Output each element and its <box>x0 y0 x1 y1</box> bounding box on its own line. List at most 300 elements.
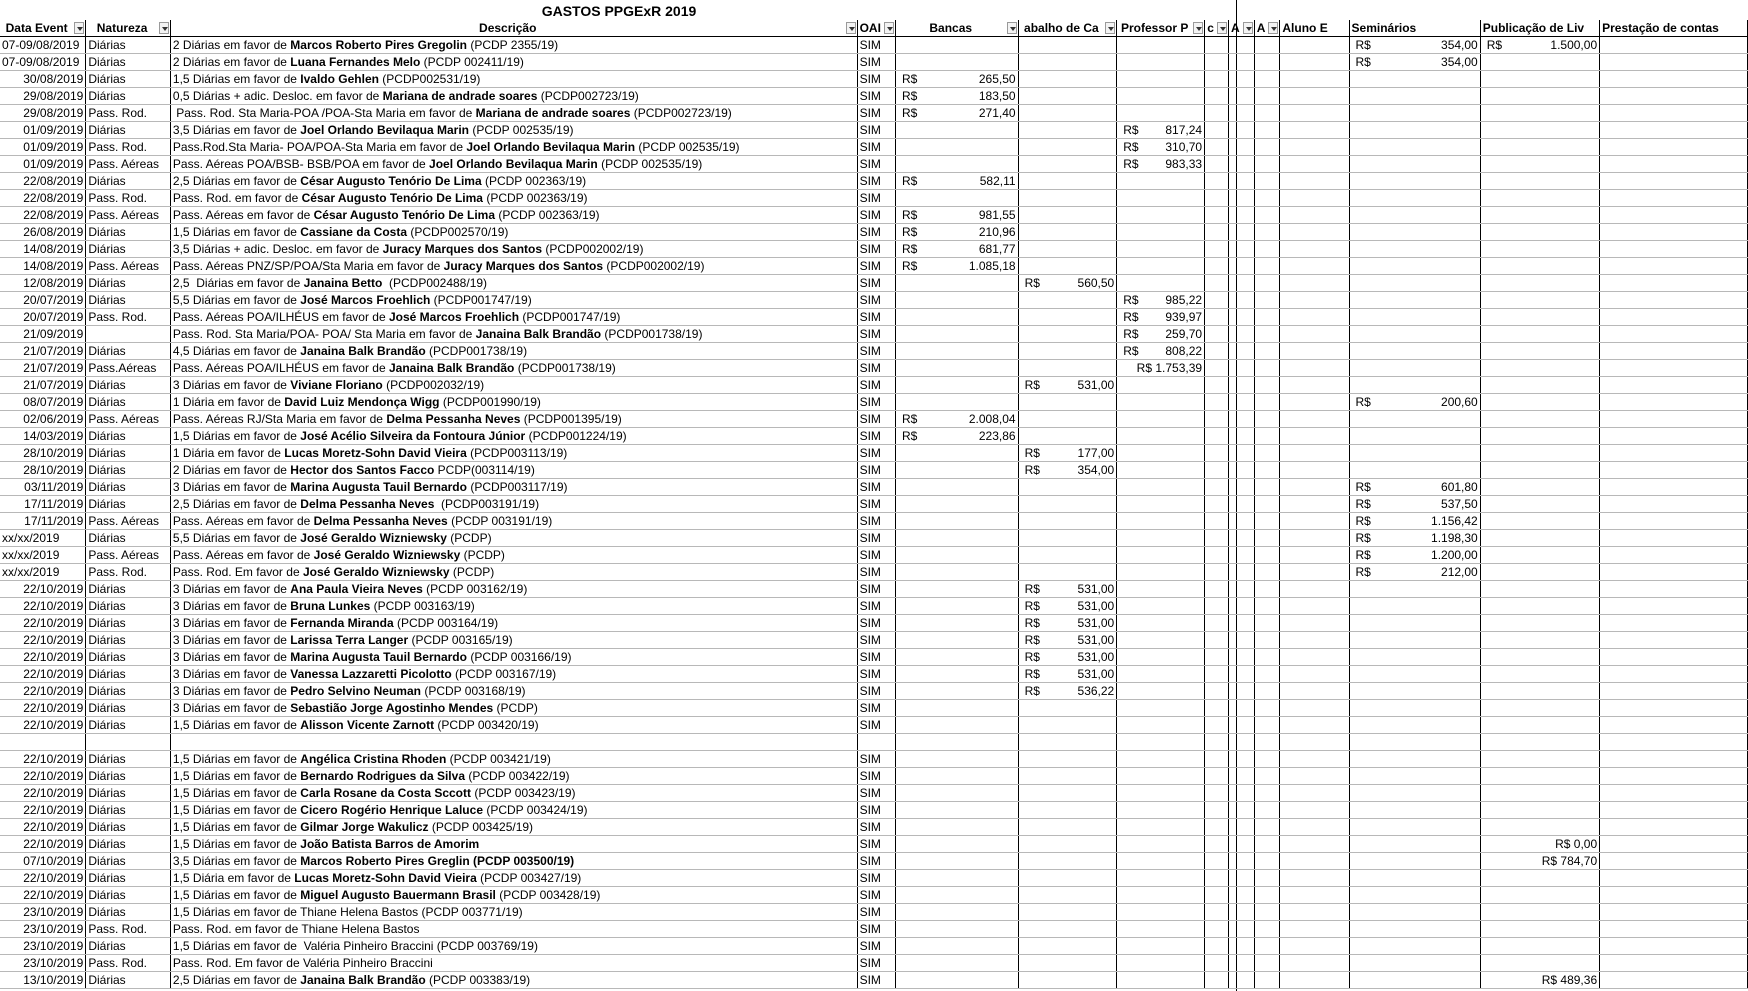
bancas-cell[interactable] <box>895 139 1018 156</box>
a-cell[interactable] <box>1229 207 1255 224</box>
aluno-cell[interactable] <box>1280 37 1349 54</box>
aluno-cell[interactable] <box>1280 241 1349 258</box>
descricao-cell[interactable] <box>170 190 857 207</box>
a-cell[interactable] <box>1229 37 1255 54</box>
a-cell[interactable] <box>1229 836 1255 853</box>
publicacao-cell[interactable] <box>1480 139 1599 156</box>
prestacao-cell[interactable] <box>1600 530 1748 547</box>
prestacao-cell[interactable] <box>1600 955 1748 972</box>
date-cell[interactable]: 22/10/2019 <box>0 581 86 598</box>
natureza-cell[interactable]: Diárias <box>86 887 171 904</box>
professor-cell[interactable] <box>1117 547 1205 564</box>
prestacao-cell[interactable] <box>1600 683 1748 700</box>
publicacao-cell[interactable] <box>1480 598 1599 615</box>
bancas-cell[interactable] <box>895 785 1018 802</box>
professor-cell[interactable] <box>1117 581 1205 598</box>
descricao-cell[interactable] <box>170 598 857 615</box>
bancas-cell[interactable] <box>895 54 1018 71</box>
date-cell[interactable]: 22/10/2019 <box>0 615 86 632</box>
natureza-cell[interactable]: Diárias <box>86 122 171 139</box>
natureza-cell[interactable]: Pass. Rod. <box>86 190 171 207</box>
professor-cell[interactable] <box>1117 258 1205 275</box>
publicacao-cell[interactable] <box>1480 887 1599 904</box>
trabalho-cell[interactable] <box>1018 598 1117 615</box>
descricao-cell[interactable] <box>170 853 857 870</box>
prestacao-cell[interactable] <box>1600 224 1748 241</box>
descricao-cell[interactable] <box>170 105 857 122</box>
a2-cell[interactable] <box>1254 156 1280 173</box>
c-cell[interactable] <box>1205 224 1229 241</box>
bancas-cell[interactable] <box>895 445 1018 462</box>
oai-cell[interactable]: SIM <box>857 173 895 190</box>
c-cell[interactable] <box>1205 105 1229 122</box>
trabalho-cell[interactable] <box>1018 717 1117 734</box>
prestacao-cell[interactable] <box>1600 190 1748 207</box>
natureza-cell[interactable]: Diárias <box>86 751 171 768</box>
natureza-cell[interactable]: Diárias <box>86 819 171 836</box>
date-cell[interactable]: 08/07/2019 <box>0 394 86 411</box>
a-cell[interactable] <box>1229 530 1255 547</box>
a2-cell[interactable] <box>1254 241 1280 258</box>
c-cell[interactable] <box>1205 802 1229 819</box>
a2-cell[interactable] <box>1254 581 1280 598</box>
prestacao-cell[interactable] <box>1600 836 1748 853</box>
trabalho-cell[interactable] <box>1018 802 1117 819</box>
a-cell[interactable] <box>1229 428 1255 445</box>
professor-cell[interactable] <box>1117 938 1205 955</box>
date-cell[interactable]: 07-09/08/2019 <box>0 54 86 71</box>
professor-cell[interactable] <box>1117 683 1205 700</box>
natureza-cell[interactable]: Diárias <box>86 802 171 819</box>
prestacao-cell[interactable] <box>1600 173 1748 190</box>
c-cell[interactable] <box>1205 819 1229 836</box>
natureza-cell[interactable]: Diárias <box>86 785 171 802</box>
a2-cell[interactable] <box>1254 564 1280 581</box>
column-header[interactable] <box>1600 20 1748 37</box>
c-cell[interactable] <box>1205 241 1229 258</box>
professor-cell[interactable] <box>1117 411 1205 428</box>
oai-cell[interactable]: SIM <box>857 717 895 734</box>
aluno-cell[interactable] <box>1280 751 1349 768</box>
a2-cell[interactable] <box>1254 819 1280 836</box>
bancas-cell[interactable] <box>895 190 1018 207</box>
seminarios-cell[interactable] <box>1349 615 1480 632</box>
trabalho-cell[interactable] <box>1018 887 1117 904</box>
prestacao-cell[interactable] <box>1600 462 1748 479</box>
descricao-cell[interactable] <box>170 615 857 632</box>
aluno-cell[interactable] <box>1280 683 1349 700</box>
publicacao-cell[interactable] <box>1480 496 1599 513</box>
descricao-cell[interactable] <box>170 632 857 649</box>
trabalho-cell[interactable] <box>1018 479 1117 496</box>
natureza-cell[interactable]: Diárias <box>86 666 171 683</box>
prestacao-cell[interactable] <box>1600 139 1748 156</box>
prestacao-cell[interactable] <box>1600 700 1748 717</box>
date-cell[interactable]: 22/10/2019 <box>0 802 86 819</box>
seminarios-cell[interactable] <box>1349 258 1480 275</box>
date-cell[interactable]: 28/10/2019 <box>0 462 86 479</box>
oai-cell[interactable]: SIM <box>857 411 895 428</box>
publicacao-cell[interactable] <box>1480 530 1599 547</box>
bancas-cell[interactable] <box>895 547 1018 564</box>
a-cell[interactable] <box>1229 632 1255 649</box>
descricao-cell[interactable] <box>170 870 857 887</box>
natureza-cell[interactable]: Diárias <box>86 649 171 666</box>
bancas-cell[interactable] <box>895 904 1018 921</box>
aluno-cell[interactable] <box>1280 445 1349 462</box>
publicacao-cell[interactable] <box>1480 802 1599 819</box>
trabalho-cell[interactable] <box>1018 360 1117 377</box>
professor-cell[interactable] <box>1117 37 1205 54</box>
a-cell[interactable] <box>1229 785 1255 802</box>
oai-cell[interactable]: SIM <box>857 360 895 377</box>
seminarios-cell[interactable] <box>1349 530 1480 547</box>
prestacao-cell[interactable] <box>1600 292 1748 309</box>
prestacao-cell[interactable] <box>1600 751 1748 768</box>
c-cell[interactable] <box>1205 649 1229 666</box>
c-cell[interactable] <box>1205 938 1229 955</box>
professor-cell[interactable] <box>1117 836 1205 853</box>
bancas-cell[interactable] <box>895 564 1018 581</box>
c-cell[interactable] <box>1205 530 1229 547</box>
seminarios-cell[interactable] <box>1349 853 1480 870</box>
date-cell[interactable]: 22/10/2019 <box>0 683 86 700</box>
descricao-cell[interactable] <box>170 207 857 224</box>
natureza-cell[interactable] <box>86 326 171 343</box>
descricao-cell[interactable] <box>170 88 857 105</box>
a-cell[interactable] <box>1229 326 1255 343</box>
oai-cell[interactable]: SIM <box>857 71 895 88</box>
oai-cell[interactable]: SIM <box>857 122 895 139</box>
date-cell[interactable]: 30/08/2019 <box>0 71 86 88</box>
descricao-cell[interactable] <box>170 751 857 768</box>
a-cell[interactable] <box>1229 462 1255 479</box>
column-header[interactable] <box>857 20 895 37</box>
date-cell[interactable]: 01/09/2019 <box>0 122 86 139</box>
c-cell[interactable] <box>1205 309 1229 326</box>
bancas-cell[interactable] <box>895 224 1018 241</box>
a-cell[interactable] <box>1229 258 1255 275</box>
prestacao-cell[interactable] <box>1600 394 1748 411</box>
seminarios-cell[interactable] <box>1349 71 1480 88</box>
professor-cell[interactable] <box>1117 751 1205 768</box>
publicacao-cell[interactable] <box>1480 309 1599 326</box>
publicacao-cell[interactable] <box>1480 921 1599 938</box>
bancas-cell[interactable] <box>895 496 1018 513</box>
a-cell[interactable] <box>1229 921 1255 938</box>
a2-cell[interactable] <box>1254 496 1280 513</box>
date-cell[interactable]: 23/10/2019 <box>0 921 86 938</box>
oai-cell[interactable]: SIM <box>857 683 895 700</box>
aluno-cell[interactable] <box>1280 615 1349 632</box>
oai-cell[interactable]: SIM <box>857 54 895 71</box>
a2-cell[interactable] <box>1254 547 1280 564</box>
prestacao-cell[interactable] <box>1600 547 1748 564</box>
descricao-cell[interactable] <box>170 564 857 581</box>
aluno-cell[interactable] <box>1280 700 1349 717</box>
c-cell[interactable] <box>1205 853 1229 870</box>
seminarios-cell[interactable] <box>1349 156 1480 173</box>
aluno-cell[interactable] <box>1280 717 1349 734</box>
professor-cell[interactable] <box>1117 54 1205 71</box>
publicacao-cell[interactable] <box>1480 292 1599 309</box>
descricao-cell[interactable] <box>170 904 857 921</box>
a2-cell[interactable] <box>1254 921 1280 938</box>
aluno-cell[interactable] <box>1280 173 1349 190</box>
professor-cell[interactable] <box>1117 887 1205 904</box>
seminarios-cell[interactable] <box>1349 700 1480 717</box>
oai-cell[interactable]: SIM <box>857 530 895 547</box>
a2-cell[interactable] <box>1254 649 1280 666</box>
natureza-cell[interactable]: Diárias <box>86 717 171 734</box>
descricao-cell[interactable] <box>170 513 857 530</box>
a-cell[interactable] <box>1229 955 1255 972</box>
bancas-cell[interactable] <box>895 632 1018 649</box>
trabalho-cell[interactable] <box>1018 462 1117 479</box>
trabalho-cell[interactable] <box>1018 530 1117 547</box>
bancas-cell[interactable] <box>895 122 1018 139</box>
aluno-cell[interactable] <box>1280 887 1349 904</box>
descricao-cell[interactable] <box>170 54 857 71</box>
a2-cell[interactable] <box>1254 326 1280 343</box>
oai-cell[interactable]: SIM <box>857 326 895 343</box>
publicacao-cell[interactable] <box>1480 785 1599 802</box>
c-cell[interactable] <box>1205 666 1229 683</box>
publicacao-cell[interactable] <box>1480 683 1599 700</box>
natureza-cell[interactable]: Diárias <box>86 836 171 853</box>
a2-cell[interactable] <box>1254 785 1280 802</box>
trabalho-cell[interactable] <box>1018 904 1117 921</box>
prestacao-cell[interactable] <box>1600 904 1748 921</box>
c-cell[interactable] <box>1205 615 1229 632</box>
prestacao-cell[interactable] <box>1600 972 1748 989</box>
a-cell[interactable] <box>1229 105 1255 122</box>
prestacao-cell[interactable] <box>1600 360 1748 377</box>
a-cell[interactable] <box>1229 717 1255 734</box>
seminarios-cell[interactable] <box>1349 870 1480 887</box>
column-header[interactable] <box>86 20 171 37</box>
seminarios-cell[interactable] <box>1349 411 1480 428</box>
a2-cell[interactable] <box>1254 54 1280 71</box>
date-cell[interactable]: 22/08/2019 <box>0 173 86 190</box>
aluno-cell[interactable] <box>1280 632 1349 649</box>
oai-cell[interactable]: SIM <box>857 938 895 955</box>
aluno-cell[interactable] <box>1280 785 1349 802</box>
descricao-cell[interactable] <box>170 802 857 819</box>
trabalho-cell[interactable] <box>1018 428 1117 445</box>
professor-cell[interactable] <box>1117 598 1205 615</box>
descricao-cell[interactable] <box>170 972 857 989</box>
date-cell[interactable]: 22/10/2019 <box>0 819 86 836</box>
bancas-cell[interactable] <box>895 207 1018 224</box>
aluno-cell[interactable] <box>1280 292 1349 309</box>
date-cell[interactable]: 13/10/2019 <box>0 972 86 989</box>
descricao-cell[interactable] <box>170 887 857 904</box>
descricao-cell[interactable] <box>170 411 857 428</box>
seminarios-cell[interactable] <box>1349 836 1480 853</box>
professor-cell[interactable] <box>1117 292 1205 309</box>
a2-cell[interactable] <box>1254 717 1280 734</box>
descricao-cell[interactable] <box>170 224 857 241</box>
professor-cell[interactable] <box>1117 853 1205 870</box>
natureza-cell[interactable]: Diárias <box>86 445 171 462</box>
oai-cell[interactable]: SIM <box>857 462 895 479</box>
descricao-cell[interactable] <box>170 683 857 700</box>
publicacao-cell[interactable] <box>1480 207 1599 224</box>
trabalho-cell[interactable] <box>1018 258 1117 275</box>
prestacao-cell[interactable] <box>1600 785 1748 802</box>
publicacao-cell[interactable] <box>1480 700 1599 717</box>
trabalho-cell[interactable] <box>1018 275 1117 292</box>
descricao-cell[interactable] <box>170 292 857 309</box>
aluno-cell[interactable] <box>1280 666 1349 683</box>
a2-cell[interactable] <box>1254 360 1280 377</box>
bancas-cell[interactable] <box>895 411 1018 428</box>
c-cell[interactable] <box>1205 88 1229 105</box>
descricao-cell[interactable] <box>170 819 857 836</box>
prestacao-cell[interactable] <box>1600 377 1748 394</box>
date-cell[interactable]: 23/10/2019 <box>0 904 86 921</box>
c-cell[interactable] <box>1205 972 1229 989</box>
trabalho-cell[interactable] <box>1018 819 1117 836</box>
trabalho-cell[interactable] <box>1018 190 1117 207</box>
c-cell[interactable] <box>1205 394 1229 411</box>
seminarios-cell[interactable] <box>1349 496 1480 513</box>
prestacao-cell[interactable] <box>1600 207 1748 224</box>
a-cell[interactable] <box>1229 683 1255 700</box>
date-cell[interactable]: 21/09/2019 <box>0 326 86 343</box>
seminarios-cell[interactable] <box>1349 37 1480 54</box>
natureza-cell[interactable]: Diárias <box>86 37 171 54</box>
bancas-cell[interactable] <box>895 479 1018 496</box>
a-cell[interactable] <box>1229 734 1255 751</box>
a2-cell[interactable] <box>1254 938 1280 955</box>
oai-cell[interactable]: SIM <box>857 547 895 564</box>
aluno-cell[interactable] <box>1280 156 1349 173</box>
trabalho-cell[interactable] <box>1018 411 1117 428</box>
date-cell[interactable]: 22/10/2019 <box>0 598 86 615</box>
prestacao-cell[interactable] <box>1600 241 1748 258</box>
trabalho-cell[interactable] <box>1018 343 1117 360</box>
publicacao-cell[interactable] <box>1480 564 1599 581</box>
trabalho-cell[interactable] <box>1018 156 1117 173</box>
bancas-cell[interactable] <box>895 88 1018 105</box>
prestacao-cell[interactable] <box>1600 649 1748 666</box>
prestacao-cell[interactable] <box>1600 666 1748 683</box>
seminarios-cell[interactable] <box>1349 649 1480 666</box>
c-cell[interactable] <box>1205 343 1229 360</box>
date-cell[interactable]: 20/07/2019 <box>0 309 86 326</box>
seminarios-cell[interactable] <box>1349 54 1480 71</box>
trabalho-cell[interactable] <box>1018 377 1117 394</box>
publicacao-cell[interactable] <box>1480 547 1599 564</box>
column-header[interactable] <box>1280 20 1349 37</box>
seminarios-cell[interactable] <box>1349 275 1480 292</box>
oai-cell[interactable]: SIM <box>857 156 895 173</box>
oai-cell[interactable]: SIM <box>857 751 895 768</box>
publicacao-cell[interactable] <box>1480 54 1599 71</box>
date-cell[interactable]: 22/10/2019 <box>0 700 86 717</box>
publicacao-cell[interactable] <box>1480 394 1599 411</box>
c-cell[interactable] <box>1205 870 1229 887</box>
professor-cell[interactable] <box>1117 377 1205 394</box>
bancas-cell[interactable] <box>895 768 1018 785</box>
aluno-cell[interactable] <box>1280 496 1349 513</box>
oai-cell[interactable]: SIM <box>857 666 895 683</box>
bancas-cell[interactable] <box>895 105 1018 122</box>
descricao-cell[interactable] <box>170 241 857 258</box>
professor-cell[interactable] <box>1117 700 1205 717</box>
publicacao-cell[interactable] <box>1480 258 1599 275</box>
publicacao-cell[interactable] <box>1480 615 1599 632</box>
descricao-cell[interactable] <box>170 445 857 462</box>
aluno-cell[interactable] <box>1280 768 1349 785</box>
trabalho-cell[interactable] <box>1018 326 1117 343</box>
natureza-cell[interactable]: Pass. Aéreas <box>86 207 171 224</box>
c-cell[interactable] <box>1205 683 1229 700</box>
trabalho-cell[interactable] <box>1018 683 1117 700</box>
natureza-cell[interactable]: Diárias <box>86 71 171 88</box>
descricao-cell[interactable] <box>170 71 857 88</box>
seminarios-cell[interactable] <box>1349 581 1480 598</box>
bancas-cell[interactable] <box>895 394 1018 411</box>
a-cell[interactable] <box>1229 224 1255 241</box>
descricao-cell[interactable] <box>170 496 857 513</box>
date-cell[interactable]: 14/08/2019 <box>0 241 86 258</box>
prestacao-cell[interactable] <box>1600 326 1748 343</box>
natureza-cell[interactable]: Pass. Rod. <box>86 564 171 581</box>
date-cell[interactable]: 03/11/2019 <box>0 479 86 496</box>
a2-cell[interactable] <box>1254 428 1280 445</box>
prestacao-cell[interactable] <box>1600 88 1748 105</box>
prestacao-cell[interactable] <box>1600 105 1748 122</box>
prestacao-cell[interactable] <box>1600 496 1748 513</box>
c-cell[interactable] <box>1205 496 1229 513</box>
a-cell[interactable] <box>1229 649 1255 666</box>
trabalho-cell[interactable] <box>1018 547 1117 564</box>
descricao-cell[interactable] <box>170 581 857 598</box>
professor-cell[interactable] <box>1117 156 1205 173</box>
aluno-cell[interactable] <box>1280 581 1349 598</box>
seminarios-cell[interactable] <box>1349 309 1480 326</box>
descricao-cell[interactable] <box>170 309 857 326</box>
aluno-cell[interactable] <box>1280 411 1349 428</box>
a-cell[interactable] <box>1229 88 1255 105</box>
publicacao-cell[interactable] <box>1480 343 1599 360</box>
c-cell[interactable] <box>1205 411 1229 428</box>
seminarios-cell[interactable] <box>1349 564 1480 581</box>
oai-cell[interactable]: SIM <box>857 479 895 496</box>
descricao-cell[interactable] <box>170 173 857 190</box>
professor-cell[interactable] <box>1117 649 1205 666</box>
c-cell[interactable] <box>1205 173 1229 190</box>
c-cell[interactable] <box>1205 785 1229 802</box>
seminarios-cell[interactable] <box>1349 785 1480 802</box>
date-cell[interactable]: xx/xx/2019 <box>0 530 86 547</box>
seminarios-cell[interactable] <box>1349 768 1480 785</box>
bancas-cell[interactable] <box>895 513 1018 530</box>
natureza-cell[interactable]: Diárias <box>86 173 171 190</box>
filter-dropdown-icon[interactable] <box>1193 22 1203 34</box>
trabalho-cell[interactable] <box>1018 71 1117 88</box>
oai-cell[interactable]: SIM <box>857 853 895 870</box>
prestacao-cell[interactable] <box>1600 802 1748 819</box>
trabalho-cell[interactable] <box>1018 955 1117 972</box>
trabalho-cell[interactable] <box>1018 564 1117 581</box>
publicacao-cell[interactable] <box>1480 360 1599 377</box>
a-cell[interactable] <box>1229 564 1255 581</box>
publicacao-cell[interactable] <box>1480 173 1599 190</box>
